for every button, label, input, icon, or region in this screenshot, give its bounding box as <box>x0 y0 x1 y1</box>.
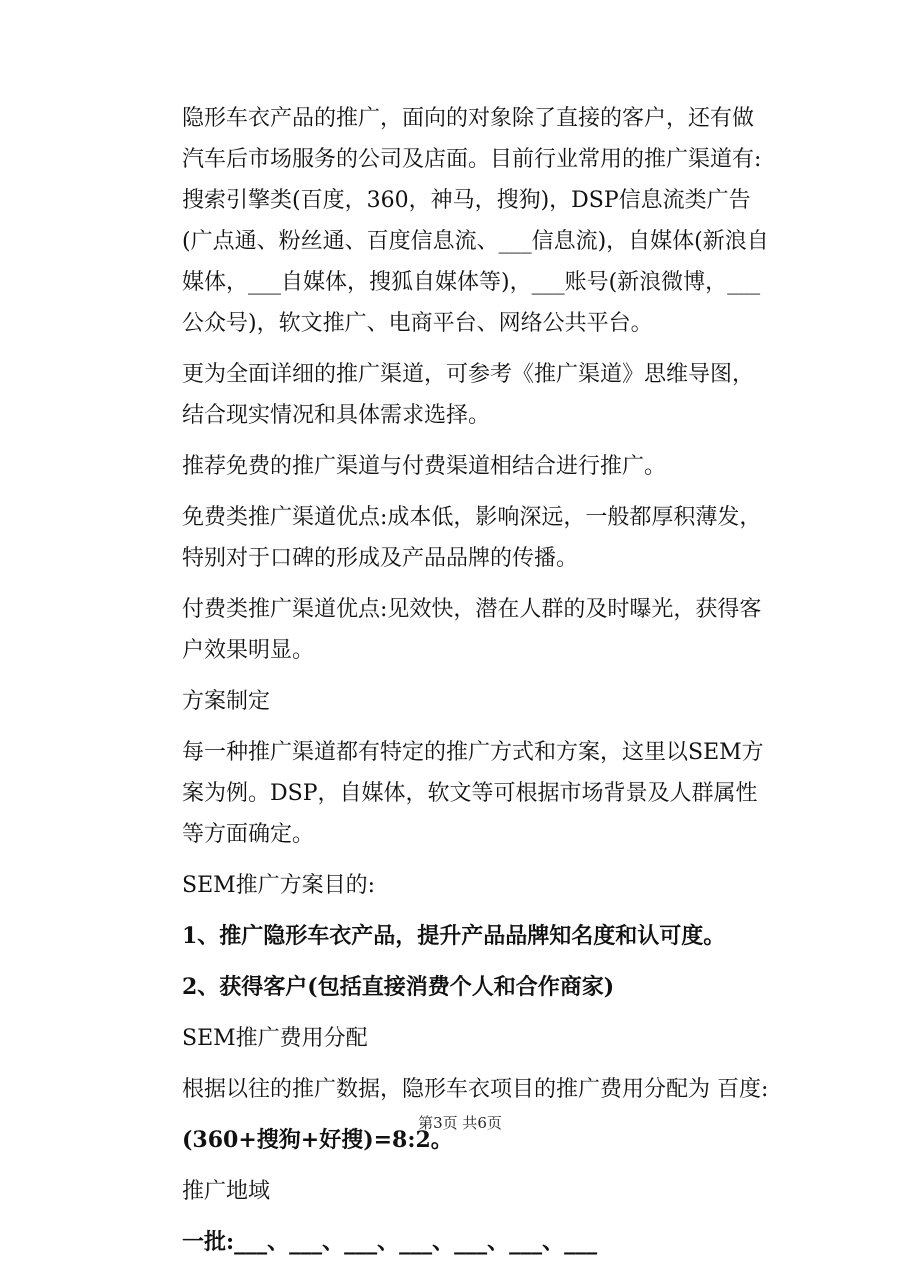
heading-plan <box>182 681 772 722</box>
paragraph-budget-allocation <box>182 1069 772 1110</box>
paragraph-text: 每一种推广渠道都有特定的推广方式和方案，这里以SEM方案为例。DSP，自媒体，软文等可根据市场背景及人群属性等方面确定。 <box>182 740 764 847</box>
paragraph-text: 一批:___、___、___、___、___、___、___ <box>182 1229 598 1255</box>
paragraph-text: 更为全面详细的推广渠道，可参考《推广渠道》思维导图，结合现实情况和具体需求选择。 <box>182 362 755 428</box>
heading-regions <box>182 1171 772 1212</box>
page-number: 第3页 共6页 <box>418 1114 502 1132</box>
goal-item-1 <box>182 916 772 957</box>
paragraph-sem-example <box>182 732 772 855</box>
paragraph-text: 付费类推广渠道优点:见效快，潜在人群的及时曝光，获得客户效果明显。 <box>182 597 762 663</box>
heading-sem-goals <box>182 865 772 906</box>
paragraph-recommendation <box>182 446 772 487</box>
paragraph-text: SEM推广方案目的: <box>182 873 376 898</box>
paragraph-reference-mindmap <box>182 354 772 436</box>
paragraph-text: 根据以往的推广数据，隐形车衣项目的推广费用分配为 百度: <box>182 1077 769 1102</box>
paragraph-text: 推荐免费的推广渠道与付费渠道相结合进行推广。 <box>182 454 667 479</box>
paragraph-text: 推广地域 <box>182 1179 271 1204</box>
goal-item-2 <box>182 967 772 1008</box>
paragraph-text: 隐形车衣产品的推广，面向的对象除了直接的客户，还有做汽车后市场服务的公司及店面。目前行业常用的推广渠道有:搜索引擎类(百度，360，神马，搜狗)，DSP信息流类广告(广点通、粉丝通、百度信息流、___信息流)，自媒体(新浪自媒体，___自媒体，搜狐自媒体等)，___账号(新浪微博，___公众号)，软文推广、电商平台、网络公共平台。 <box>182 106 769 336</box>
paragraph-text: SEM推广费用分配 <box>182 1026 368 1051</box>
paragraph-first-batch <box>182 1222 772 1263</box>
paragraph-text: 2、获得客户(包括直接消费个人和合作商家) <box>182 974 615 1000</box>
paragraph-text: 方案制定 <box>182 689 271 714</box>
document-body <box>182 98 772 1273</box>
paragraph-free-channels <box>182 497 772 579</box>
paragraph-text: (360+搜狗+好搜)=8:2。 <box>182 1127 453 1153</box>
page-footer <box>0 1112 920 1133</box>
heading-sem-budget <box>182 1018 772 1059</box>
paragraph-paid-channels <box>182 589 772 671</box>
paragraph-promotion-channels <box>182 98 772 344</box>
paragraph-text: 免费类推广渠道优点:成本低，影响深远，一般都厚积薄发，特别对于口碑的形成及产品品牌的传播。 <box>182 505 762 571</box>
paragraph-text: 1、推广隐形车衣产品，提升产品品牌知名度和认可度。 <box>182 923 726 949</box>
